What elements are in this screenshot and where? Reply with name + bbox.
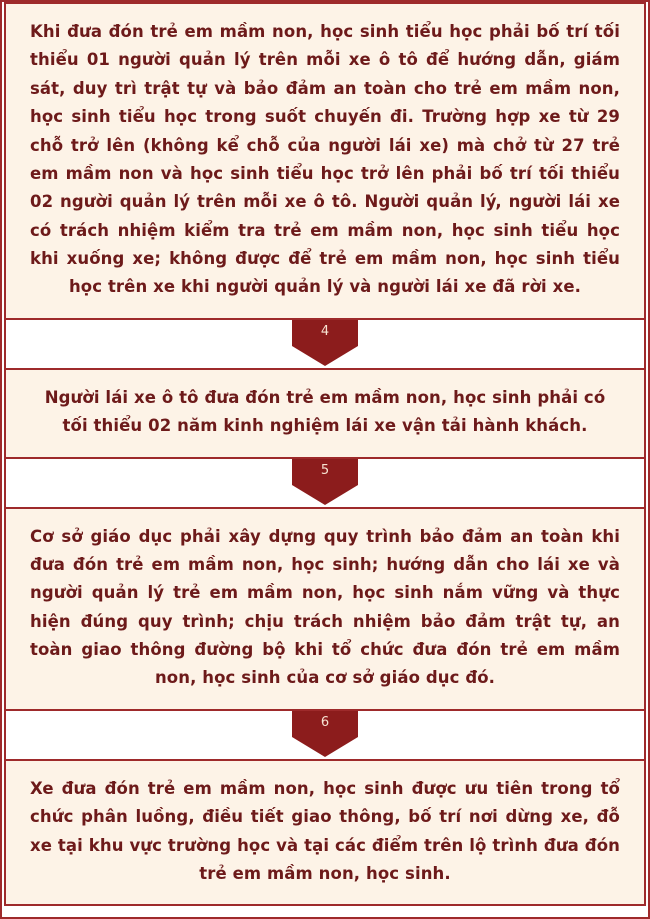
connector-line-left bbox=[4, 320, 6, 368]
connector-line-left bbox=[4, 459, 6, 507]
arrow-label: 5 bbox=[320, 462, 330, 478]
flow-step-1: Khi đưa đón trẻ em mầm non, học sinh tiểu học phải bố trí tối thiểu 01 người quản lý trên mỗi xe ô tô để hướng dẫn, giám sát, duy trì trật tự và bảo đảm an toàn cho trẻ em mầm non, học sinh tiểu học trong suốt chuyến đi. Trường hợp xe từ 29 chỗ trở lên (không kể chỗ của người lái xe) mà chở từ 27 trẻ em mầm non và học sinh tiểu học trở lên phải bố trí tối thiểu 02 người quản lý trên mỗi xe ô tô. Người quản lý, người lái xe có trách nhiệm kiểm tra trẻ em mầm non, học sinh tiểu học khi xuống xe; không được để trẻ em mầm non, học sinh tiểu học trên xe khi người quản lý và người lái xe đã rời xe. bbox=[4, 2, 646, 320]
arrow-head bbox=[292, 485, 358, 505]
arrow-label: 4 bbox=[320, 323, 330, 339]
flow-step-2: Người lái xe ô tô đưa đón trẻ em mầm non, học sinh phải có tối thiểu 02 năm kinh nghiệm lái xe vận tải hành khách. bbox=[4, 368, 646, 459]
flow-step-4: Xe đưa đón trẻ em mầm non, học sinh được ưu tiên trong tổ chức phân luồng, điều tiết giao thông, bố trí nơi dừng xe, đỗ xe tại khu vực trường học và tại các điểm trên lộ trình đưa đón trẻ em mầm non, học sinh. bbox=[4, 759, 646, 907]
arrow-label: 6 bbox=[320, 714, 330, 730]
arrow-head bbox=[292, 346, 358, 366]
connector-line-right bbox=[644, 320, 646, 368]
connector-line-right bbox=[644, 459, 646, 507]
down-arrow-icon bbox=[292, 320, 358, 366]
connector-line-left bbox=[4, 711, 6, 759]
flow-step-3: Cơ sở giáo dục phải xây dựng quy trình bảo đảm an toàn khi đưa đón trẻ em mầm non, học sinh; hướng dẫn cho lái xe và người quản lý trẻ em mầm non, học sinh nắm vững và thực hiện đúng quy trình; chịu trách nhiệm bảo đảm trật tự, an toàn giao thông đường bộ khi tổ chức đưa đón trẻ em mầm non, học sinh của cơ sở giáo dục đó. bbox=[4, 507, 646, 711]
flow-connector-3 bbox=[2, 711, 648, 759]
flow-connector-1 bbox=[2, 320, 648, 368]
flowchart bbox=[2, 2, 648, 906]
arrow-head bbox=[292, 737, 358, 757]
down-arrow-icon bbox=[292, 711, 358, 757]
connector-line-right bbox=[644, 711, 646, 759]
down-arrow-icon bbox=[292, 459, 358, 505]
flow-connector-2 bbox=[2, 459, 648, 507]
